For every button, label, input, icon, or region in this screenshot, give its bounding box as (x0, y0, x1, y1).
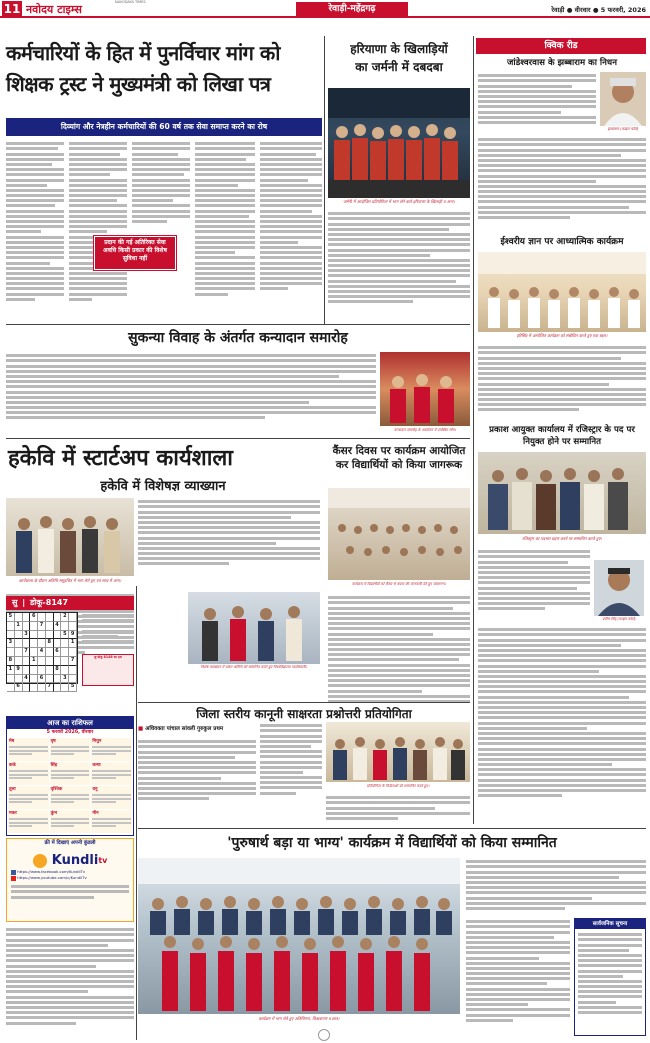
sudoku-cell: 6 (54, 648, 62, 657)
text-line (51, 798, 90, 800)
horoscope-sign-name: मीन (92, 811, 99, 816)
startup-headline: हकेवि में स्टार्टअप कार्यशाला (8, 446, 234, 471)
text-line (9, 822, 48, 824)
text-line (51, 753, 74, 755)
horoscope-sign-name: कुंभ (50, 811, 58, 816)
kundli-logo-icon (33, 854, 47, 868)
sudoku-cell (30, 648, 38, 657)
cancer-photo (328, 488, 470, 580)
sudoku-answer-label: सु-डोकू 8146 का हल (94, 655, 122, 659)
merit-body2 (466, 918, 570, 1038)
sudoku-cell: 7 (69, 657, 77, 666)
startup-caption-right: विशेष व्याख्यान में वक्ता अतिथि को सम्मानित करते हुए विश्वविद्यालय पदाधिकारी। (200, 665, 308, 669)
rc-photo2 (478, 252, 646, 332)
text-line (51, 794, 90, 796)
sudoku-cell (30, 666, 38, 675)
marriage-caption: कन्यादान समारोह के आयोजन में उपस्थित लोग। (394, 428, 456, 432)
lead-subhead: दिव्यांग और नेत्रहीन कर्मचारियों की 60 वर्ष तक सेवा समाप्त करने का रोष (6, 118, 322, 136)
sudoku-cell: 9 (15, 666, 23, 675)
horoscope-sign-name: कन्या (92, 763, 101, 768)
sudoku-cell (7, 622, 15, 631)
rc-caption3: रजिस्ट्रार का पदभार ग्रहण करने पर सम्मानित करते हुए। (522, 536, 602, 541)
sudoku-cell: 4 (38, 648, 46, 657)
sudoku-cell (30, 622, 38, 631)
sudoku-cell: 1 (7, 666, 15, 675)
sudoku-cell (38, 631, 46, 640)
legal-photo-scene (326, 722, 470, 782)
sudoku-box (6, 596, 134, 712)
sudoku-cell: 8 (46, 639, 54, 648)
rc-photo2-scene (478, 252, 646, 332)
sudoku-title: सु (12, 598, 18, 607)
lead-headline-line2: शिक्षक ट्रस्ट ने मुख्यमंत्री को लिखा पत्र (6, 72, 271, 96)
haryana-caption: जर्मनी में आयोजित प्रतियोगिता में भाग लेने वाले हरियाणा के खिलाड़ी व अन्य। (343, 199, 455, 204)
sudoku-cell (46, 648, 54, 657)
sudoku-cell (54, 631, 62, 640)
horoscope-sign-name: मकर (9, 811, 17, 816)
rc-portrait2 (594, 560, 644, 616)
youtube-link-text: https://www.youtube.com/c/KundliTv (17, 875, 87, 880)
sudoku-cell: 1 (69, 639, 77, 648)
sudoku-cell: 5 (7, 613, 15, 622)
sudoku-cell (69, 622, 77, 631)
sudoku-cell (46, 657, 54, 666)
facebook-link-text: https://www.facebook.com/KundliTv (17, 869, 86, 874)
lead-headline (6, 38, 322, 100)
marriage-body (6, 352, 376, 432)
divider-legal (138, 702, 470, 703)
horoscope-title: आज का राशिफल (7, 717, 133, 729)
paper-name: नवोदय टाइम्स (26, 3, 82, 16)
startup-photo-left (6, 498, 134, 576)
column-rule-left (136, 586, 137, 1040)
cancer-body (328, 594, 470, 712)
legal-body-mid (260, 722, 322, 822)
horoscope-sign-name: तुला (9, 787, 16, 792)
text-line (92, 746, 131, 748)
legal-body-right (326, 794, 470, 824)
rc-photo3 (478, 452, 646, 534)
masthead (0, 0, 650, 18)
cancer-photo-scene (328, 488, 470, 580)
text-line (51, 825, 74, 827)
registration-mark-bottom (318, 1029, 330, 1041)
divider-marriage (6, 324, 470, 325)
sudoku-cell (46, 613, 54, 622)
sudoku-cell (69, 675, 77, 684)
text-line (9, 794, 48, 796)
merit-body (466, 858, 646, 916)
marriage-photo-scene (380, 352, 470, 426)
rc-portrait1-caption: झब्बाराम (फाइल फोटो) (607, 127, 639, 131)
sudoku-cell (61, 666, 69, 675)
sudoku-cell (69, 666, 77, 675)
rc-body3b (478, 626, 646, 814)
facebook-icon (11, 870, 16, 875)
legal-headline: जिला स्तरीय कानूनी साक्षरता प्रश्नोत्तरी प्रतियोगिता (196, 707, 412, 721)
public-notice (574, 918, 646, 1036)
sudoku-cell (15, 657, 23, 666)
sudoku-instructions (82, 612, 134, 652)
sudoku-cell (54, 675, 62, 684)
sudoku-cell (38, 683, 46, 692)
section-name: रेवाड़ी-महेंद्रगढ़ (296, 2, 408, 16)
legal-photo (326, 722, 470, 782)
portrait1-figure (600, 72, 646, 126)
sudoku-cell (15, 648, 23, 657)
lead-col3 (132, 140, 190, 232)
text-line (92, 801, 115, 803)
sudoku-cell (46, 675, 54, 684)
kundli-title: फ्री में दिखाएं अपनी कुंडली (44, 840, 96, 846)
rc-caption2: हरिसिंह में आयोजित कार्यक्रम को संबोधित करते हुए एक बहन। (516, 333, 608, 338)
text-line (51, 746, 90, 748)
horoscope-sign (50, 762, 91, 785)
sudoku-cell (15, 631, 23, 640)
horoscope-sign (91, 738, 132, 761)
sudoku-cell (61, 639, 69, 648)
sudoku-cell (38, 657, 46, 666)
sudoku-cell (46, 631, 54, 640)
startup-right-scene (188, 592, 320, 664)
notice-body (575, 929, 645, 1033)
text-line (51, 770, 90, 772)
merit-photo-scene (138, 858, 460, 1014)
horoscope-grid (7, 737, 133, 834)
sudoku-cell (61, 683, 69, 692)
notice-title: सार्वजनिक सूचना (575, 919, 645, 929)
text-line (51, 822, 90, 824)
sudoku-title2: डोकू-8147 (29, 598, 69, 607)
column-rule-right (473, 36, 474, 824)
merit-photo (138, 858, 460, 1014)
kundli-brand-suffix: tv (98, 856, 108, 865)
horoscope-sign (8, 762, 49, 785)
sudoku-cell: 8 (54, 666, 62, 675)
column-rule-mid (324, 36, 325, 324)
sudoku-cell: 8 (7, 657, 15, 666)
issue-date: रेवाड़ी ● वीरवार ● 5 फरवरी, 2026 (551, 6, 646, 14)
kundli-ad[interactable] (6, 838, 134, 922)
sudoku-cell (30, 639, 38, 648)
sudoku-cell (15, 613, 23, 622)
sudoku-cell: 3 (61, 675, 69, 684)
text-line (92, 770, 131, 772)
text-line (51, 801, 74, 803)
haryana-team-photo (328, 88, 470, 198)
sudoku-cell: 7 (46, 683, 54, 692)
text-line (9, 753, 32, 755)
sudoku-cell: 2 (61, 613, 69, 622)
haryana-headline-line2: का जर्मनी में दबदबा (355, 60, 443, 74)
horoscope-sign-name: मेष (9, 739, 15, 744)
team-photo-figures (328, 88, 470, 198)
rc-body3 (478, 548, 590, 618)
sudoku-cell: 5 (61, 631, 69, 640)
horoscope-sign-name: धनु (92, 787, 98, 792)
lead-headline-line1: कर्मचारियों के हित में पुनर्विचार मांग को (6, 41, 280, 65)
text-line (9, 774, 48, 776)
lead-col1 (6, 140, 64, 312)
text-line (9, 825, 32, 827)
lead-col5 (260, 140, 322, 312)
rc-headline3: प्रकाश आयुक्त कार्यालय में रजिस्ट्रार के पद पर नियुक्त होने पर सम्मानित (489, 425, 635, 447)
horoscope-sign-name: कर्क (9, 763, 16, 768)
sudoku-cell (54, 613, 62, 622)
haryana-headline-line1: हरियाणा के खिलाड़ियों (350, 42, 448, 56)
sudoku-cell (23, 613, 31, 622)
sudoku-cell (38, 639, 46, 648)
startup-left-scene (6, 498, 134, 576)
horoscope-sign (50, 810, 91, 833)
legal-caption: प्रतियोगिता के विजेताओं को सम्मानित करते हुए। (366, 784, 430, 788)
sudoku-cell (61, 648, 69, 657)
sudoku-cell: 3 (7, 639, 15, 648)
sudoku-header: सु | डोकू-8147 (6, 596, 134, 610)
rc-portrait1 (600, 72, 646, 126)
rc-photo3-scene (478, 452, 646, 534)
marriage-photo (380, 352, 470, 426)
startup-photo-right (188, 592, 320, 664)
horoscope-sign (91, 762, 132, 785)
sudoku-cell (61, 622, 69, 631)
text-line (92, 777, 115, 779)
horoscope-sign (8, 786, 49, 809)
cancer-headline: कैंसर दिवस पर कार्यक्रम आयोजित कर विद्यार्थियों को किया जागरूक (332, 445, 466, 471)
marriage-headline: सुकन्या विवाह के अंतर्गत कन्यादान समारोह (128, 330, 348, 346)
horoscope-sign (50, 786, 91, 809)
sudoku-cell (23, 657, 31, 666)
cancer-caption: कार्यक्रम में विद्यार्थियों को कैंसर से बचाव की जानकारी देते हुए वक्तागण। (352, 582, 446, 586)
text-line (92, 818, 131, 820)
sudoku-cell: 6 (38, 675, 46, 684)
text-line (9, 777, 32, 779)
sudoku-cell (38, 666, 46, 675)
lead-col4 (195, 140, 255, 312)
horoscope-date: 5 फरवरी 2026, वीरवार (46, 730, 94, 735)
sudoku-cell (54, 683, 62, 692)
rc-body2 (478, 344, 646, 422)
rc-body1 (478, 72, 596, 134)
sudoku-grid (6, 612, 78, 690)
horoscope-sign-name: वृश्चिक (50, 787, 63, 792)
sudoku-cell (15, 675, 23, 684)
horoscope-sign (91, 786, 132, 809)
startup-body-mid (138, 498, 320, 590)
horoscope-sign (8, 738, 49, 761)
text-line (9, 798, 48, 800)
sudoku-cell: 4 (23, 675, 31, 684)
sudoku-cell (23, 666, 31, 675)
legal-subhead-text: अधिवक्ता पांचाल सांवली गुरुकुल प्रथम (145, 726, 224, 732)
text-line (92, 798, 131, 800)
sudoku-cell (54, 639, 62, 648)
youtube-icon (11, 876, 16, 881)
sudoku-cell: 6 (15, 683, 23, 692)
sudoku-cell (7, 683, 15, 692)
sudoku-cell: 1 (30, 657, 38, 666)
horoscope-box (6, 716, 134, 836)
sudoku-cell: 7 (23, 648, 31, 657)
lead-col2 (69, 140, 127, 312)
sudoku-cell (7, 675, 15, 684)
sudoku-cell (69, 613, 77, 622)
sudoku-cell: 3 (23, 631, 31, 640)
legal-subhead (138, 724, 258, 734)
text-line (51, 818, 90, 820)
sudoku-cell: 6 (30, 613, 38, 622)
sudoku-cell: 5 (69, 683, 77, 692)
sudoku-cell (61, 657, 69, 666)
text-line (92, 750, 131, 752)
legal-body-left (138, 738, 256, 824)
page-number: 11 (3, 2, 21, 16)
small-label: NAVODAYA TIMES (115, 0, 146, 4)
sudoku-cell: 1 (15, 622, 23, 631)
sudoku-cell: 4 (54, 622, 62, 631)
haryana-body (328, 210, 470, 315)
sudoku-cell: 9 (69, 631, 77, 640)
sudoku-cell (69, 648, 77, 657)
kundli-brand: Kundli (51, 853, 99, 868)
text-line (92, 774, 131, 776)
text-line (51, 750, 90, 752)
sudoku-cell (30, 675, 38, 684)
text-line (9, 818, 48, 820)
sudoku-cell (46, 622, 54, 631)
sudoku-cell (30, 631, 38, 640)
divider-merit (138, 828, 646, 829)
sudoku-cell (54, 657, 62, 666)
startup-caption-left: कार्यशाला के दौरान अतिथि समूहचित्र में भाग लेते हुए एवं साथ में अन्य। (18, 578, 122, 583)
sudoku-answer (82, 654, 134, 686)
kundli-body (7, 881, 133, 911)
rc-headline1: जांडेश्वरवास के झब्बाराम का निधन (507, 58, 617, 68)
sudoku-cell (23, 622, 31, 631)
horoscope-sign-name: सिंह (50, 763, 58, 768)
horoscope-sign (50, 738, 91, 761)
text-line (9, 770, 48, 772)
rc-portrait2-caption: प्रवीण सिंह (फाइल फोटो) (602, 617, 636, 621)
lead-pullquote: प्रदान की गई अतिरिक्त सेवा अवधि किसी प्रकार की विशेष सुविधा नहीं (94, 236, 176, 270)
horoscope-sign-name: वृष (50, 739, 56, 744)
sudoku-cell: 7 (38, 622, 46, 631)
merit-headline: 'पुरुषार्थ बड़ा या भाग्य' कार्यक्रम में विद्यार्थियों को किया सम्मानित (227, 835, 557, 851)
sudoku-cell (38, 613, 46, 622)
horoscope-sign (8, 810, 49, 833)
rc-body1b (478, 136, 646, 228)
text-line (92, 753, 115, 755)
text-line (51, 774, 90, 776)
startup-subhead: हकेवि में विशेषज्ञ व्याख्यान (100, 479, 226, 494)
sudoku-cell (7, 648, 15, 657)
merit-caption: कार्यक्रम में भाग लेते हुए अतिथिगण, शिक्षकगण व छात्र। (258, 1016, 340, 1021)
legal-bullet-icon: ■ (138, 726, 146, 732)
text-line (92, 794, 131, 796)
horoscope-extra (6, 926, 134, 1038)
text-line (9, 750, 48, 752)
text-line (9, 801, 32, 803)
divider-startup (6, 438, 470, 439)
text-line (9, 746, 48, 748)
text-line (92, 822, 131, 824)
sudoku-cell (23, 683, 31, 692)
rc-headline2: ईश्वरीय ज्ञान पर आध्यात्मिक कार्यक्रम (500, 237, 624, 247)
sudoku-cell (23, 639, 31, 648)
sudoku-cell (15, 639, 23, 648)
haryana-headline (328, 40, 470, 76)
portrait2-figure (594, 560, 644, 616)
lead-body (6, 140, 322, 315)
sudoku-cell (7, 631, 15, 640)
horoscope-sign (91, 810, 132, 833)
sudoku-cell (46, 666, 54, 675)
horoscope-sign-name: मिथुन (92, 739, 102, 744)
quick-read-banner: क्विक रीड (476, 38, 646, 54)
sudoku-cell (30, 683, 38, 692)
text-line (92, 825, 115, 827)
text-line (51, 777, 74, 779)
